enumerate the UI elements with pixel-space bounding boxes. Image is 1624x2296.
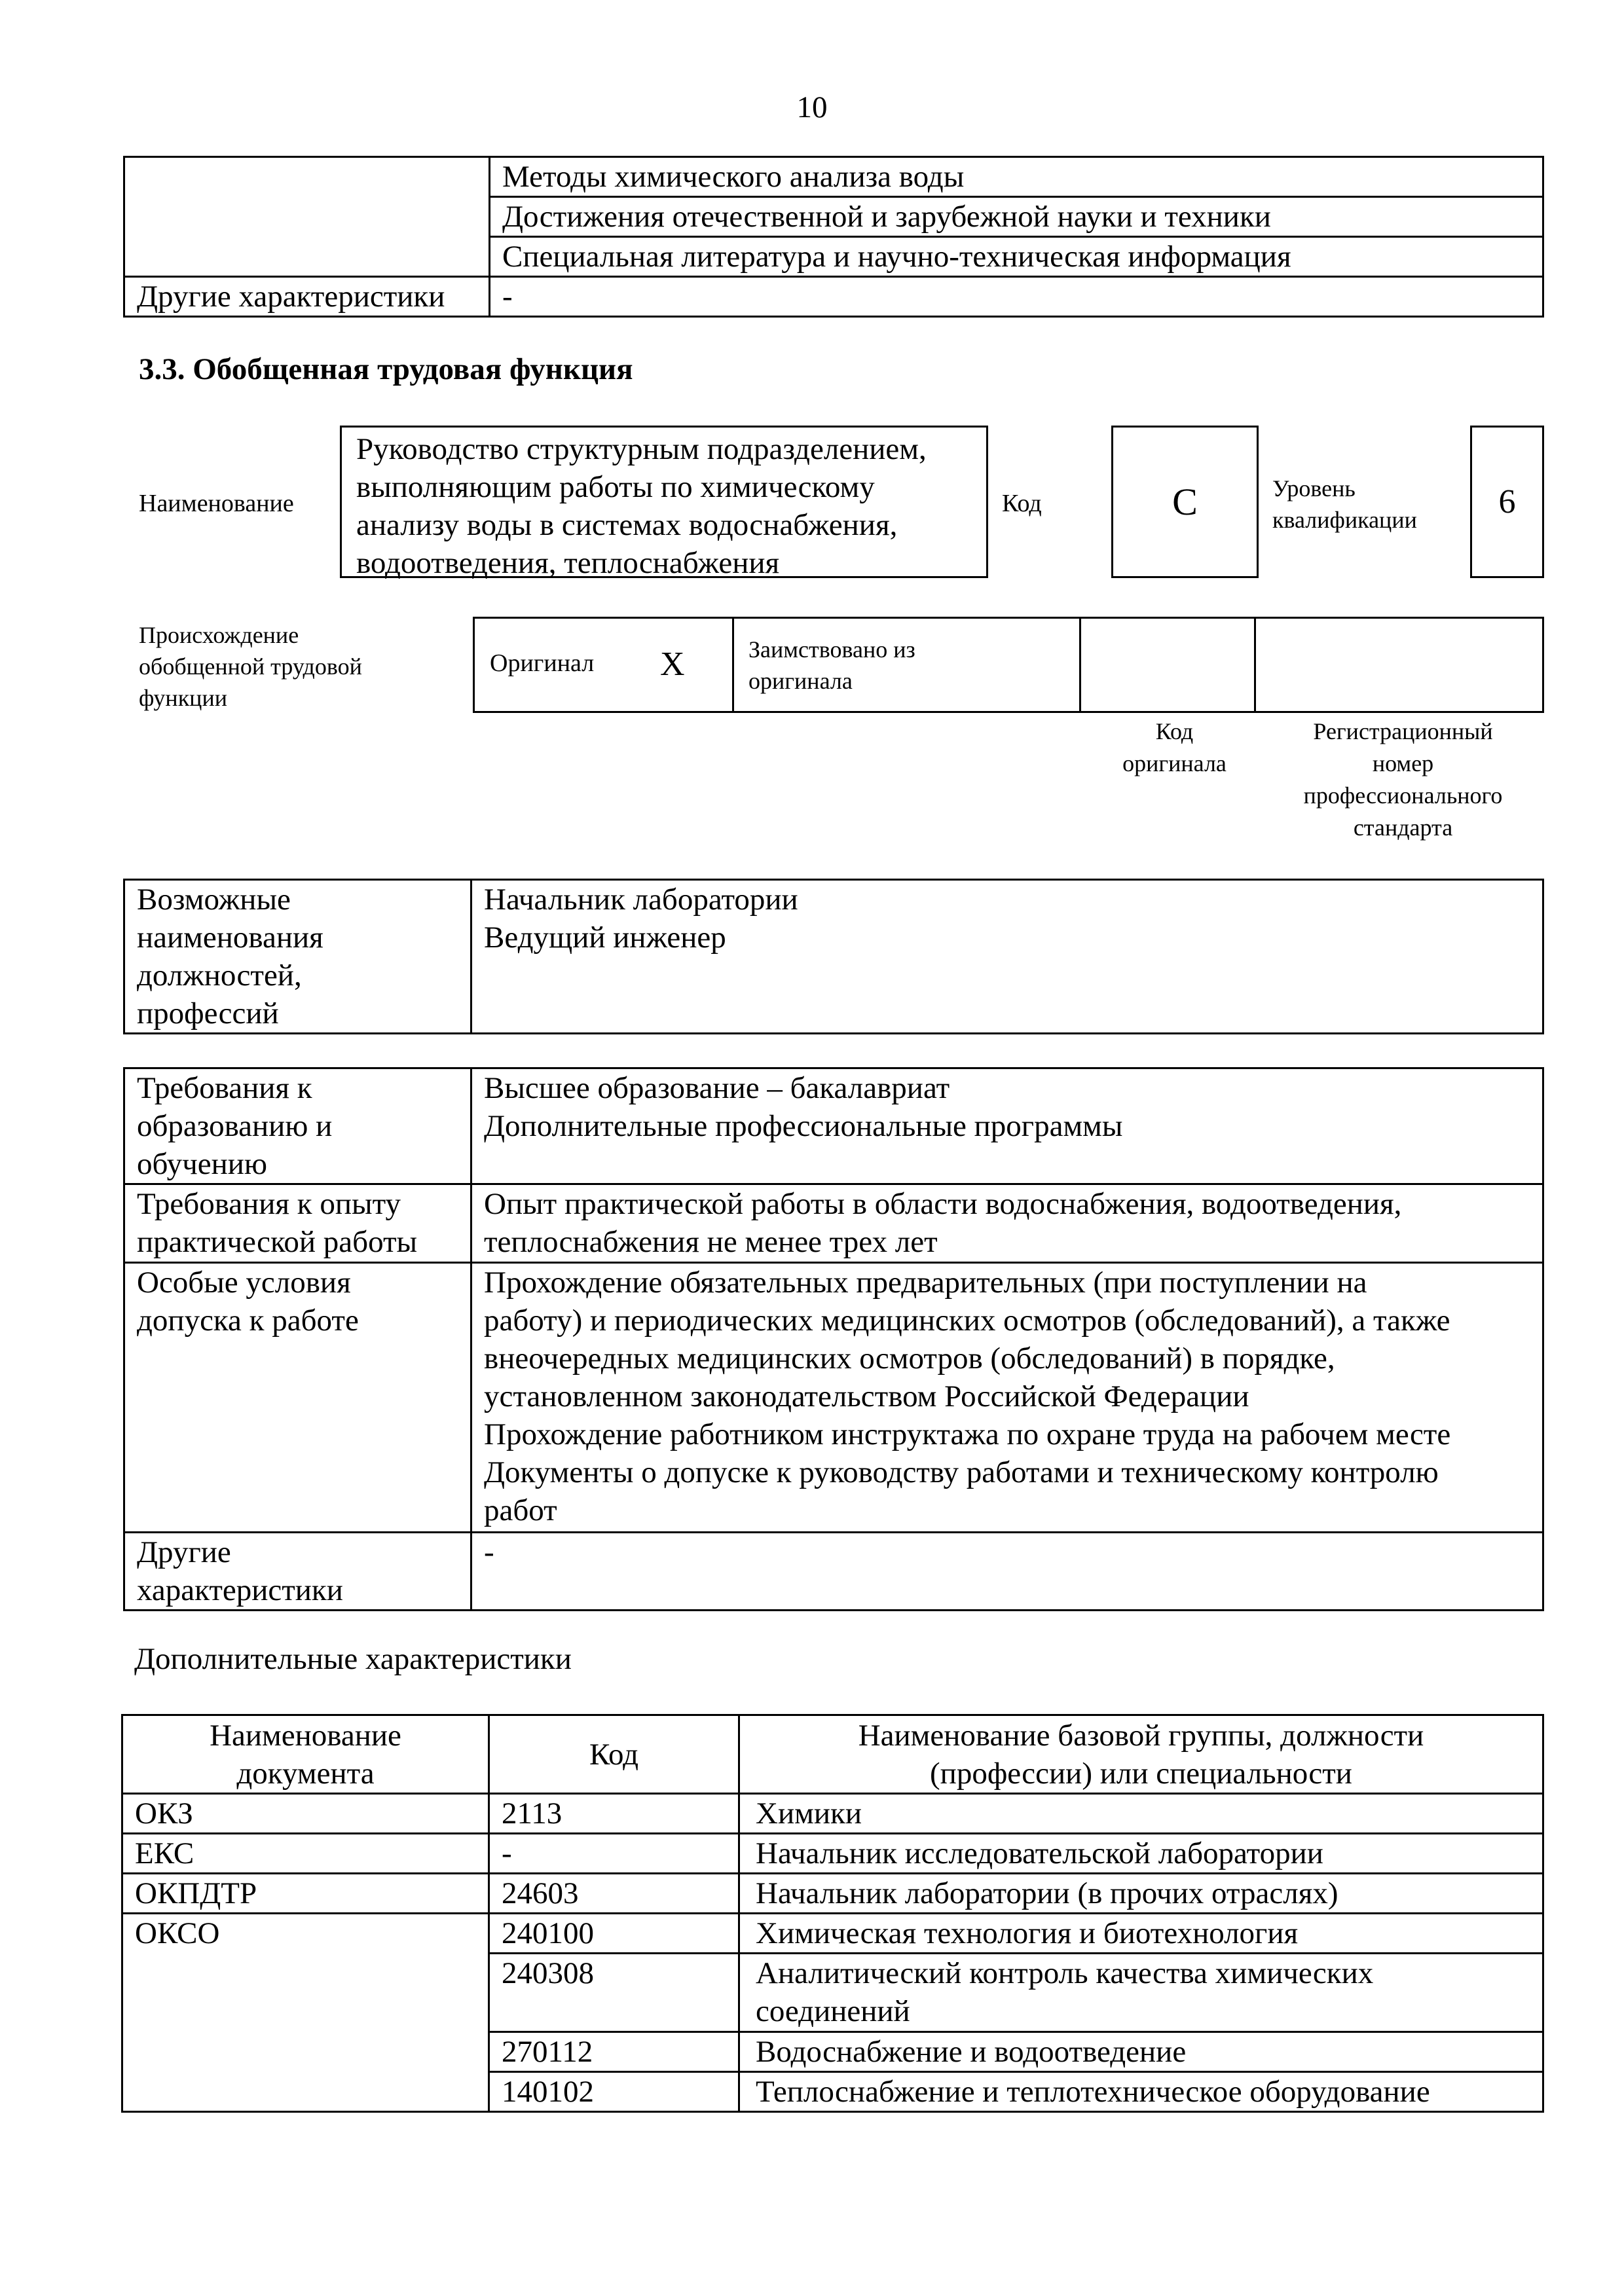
- experience-label: Требования к опыту практической работы: [124, 1184, 471, 1263]
- origin-label: Происхождение обобщенной трудовой функции: [139, 622, 362, 711]
- knowledge-row: Достижения отечественной и зарубежной науки и техники: [490, 197, 1543, 237]
- additional-table: [121, 1714, 1544, 2113]
- table-row-name: Химическая технология и биотехнология: [739, 1914, 1543, 1954]
- table-row-code: 270112: [489, 2032, 739, 2072]
- table-row-name: Водоснабжение и водоотведение: [739, 2032, 1543, 2072]
- table-row-name: Начальник лаборатории (в прочих отраслях): [739, 1874, 1543, 1914]
- header-name: Наименование базовой группы, должности (профессии) или специальности: [739, 1715, 1543, 1794]
- table-row-code: 2113: [489, 1794, 739, 1834]
- function-name-line: Руководство структурным подразделением,: [356, 432, 927, 466]
- positions-table: [123, 879, 1544, 1034]
- table-row-code: 24603: [489, 1874, 739, 1914]
- other-value: -: [471, 1533, 1543, 1611]
- table-row-doc: ЕКС: [122, 1834, 489, 1874]
- table-row-code: 140102: [489, 2072, 739, 2112]
- code-value-box: С: [1111, 426, 1259, 578]
- original-code-cell: [1080, 618, 1255, 712]
- top-knowledge-table: [123, 156, 1544, 318]
- table-row-name: Теплоснабжение и теплотехническое оборудование: [739, 2072, 1543, 2112]
- original-cell: [474, 618, 733, 712]
- other-characteristics-value: -: [490, 277, 1543, 317]
- name-label: Наименование: [139, 490, 294, 517]
- origin-table: [473, 617, 1544, 713]
- table-row-code: 240100: [489, 1914, 739, 1954]
- original-mark: X: [660, 646, 685, 683]
- positions-label: Возможные наименования должностей, профессий: [124, 880, 471, 1034]
- borrowed-cell: Заимствовано из оригинала: [733, 618, 1080, 712]
- table-row-name: Аналитический контроль качества химических соединений: [739, 1954, 1543, 2032]
- special-conditions-label: Особые условия допуска к работе: [124, 1263, 471, 1533]
- header-document: Наименование документа: [122, 1715, 489, 1794]
- function-name-line: выполняющим работы по химическому: [356, 470, 875, 504]
- other-label: Другие характеристики: [124, 1533, 471, 1611]
- table-row-name: Начальник исследовательской лаборатории: [739, 1834, 1543, 1874]
- header-code: Код: [489, 1715, 739, 1794]
- page-number: 10: [796, 90, 828, 124]
- registration-caption: Регистрационный номер профессионального стандарта: [1303, 718, 1503, 841]
- other-characteristics-label: Другие характеристики: [124, 277, 490, 317]
- experience-value: Опыт практической работы в области водоснабжения, водоотведения, теплоснабжения не менее трех лет: [471, 1184, 1543, 1263]
- registration-number-cell: [1255, 618, 1543, 712]
- table-row-doc: ОКСО: [122, 1914, 489, 2112]
- function-name-line: анализу воды в системах водоснабжения,: [356, 508, 898, 542]
- function-name-line: водоотведения, теплоснабжения: [356, 546, 780, 580]
- positions-value: Начальник лаборатории Ведущий инженер: [471, 880, 1543, 1034]
- table-row-code: -: [489, 1834, 739, 1874]
- level-value-box: 6: [1470, 426, 1544, 578]
- level-label: Уровень квалификации: [1272, 475, 1417, 533]
- special-conditions-value: Прохождение обязательных предварительных (при поступлении на работу) и периодических медицинских осмотров (обследований), а также внеочередных медицинских осмотров (обследований) в порядке, установленном законодательством Российской Федерации Прохождение работником инструктажа по охране труда на рабочем месте Документы о допуске к руководству работами и техническому контролю работ: [471, 1263, 1543, 1533]
- table-row-name: Химики: [739, 1794, 1543, 1834]
- table-row-doc: ОКПДТР: [122, 1874, 489, 1914]
- table-row-doc: ОКЗ: [122, 1794, 489, 1834]
- function-name-box: [340, 426, 988, 578]
- code-caption: Код оригинала: [1122, 718, 1227, 776]
- section-title: 3.3. Обобщенная трудовая функция: [139, 352, 633, 386]
- empty-label-cell: [124, 157, 490, 277]
- education-label: Требования к образованию и обучению: [124, 1068, 471, 1184]
- knowledge-row: Методы химического анализа воды: [490, 157, 1543, 197]
- additional-title: Дополнительные характеристики: [134, 1642, 572, 1676]
- knowledge-row: Специальная литература и научно-техническая информация: [490, 237, 1543, 277]
- code-label: Код: [1002, 490, 1042, 517]
- requirements-table: [123, 1067, 1544, 1611]
- table-row-code: 240308: [489, 1954, 739, 2032]
- original-label: Оригинал: [490, 649, 595, 677]
- education-value: Высшее образование – бакалавриат Дополнительные профессиональные программы: [471, 1068, 1543, 1184]
